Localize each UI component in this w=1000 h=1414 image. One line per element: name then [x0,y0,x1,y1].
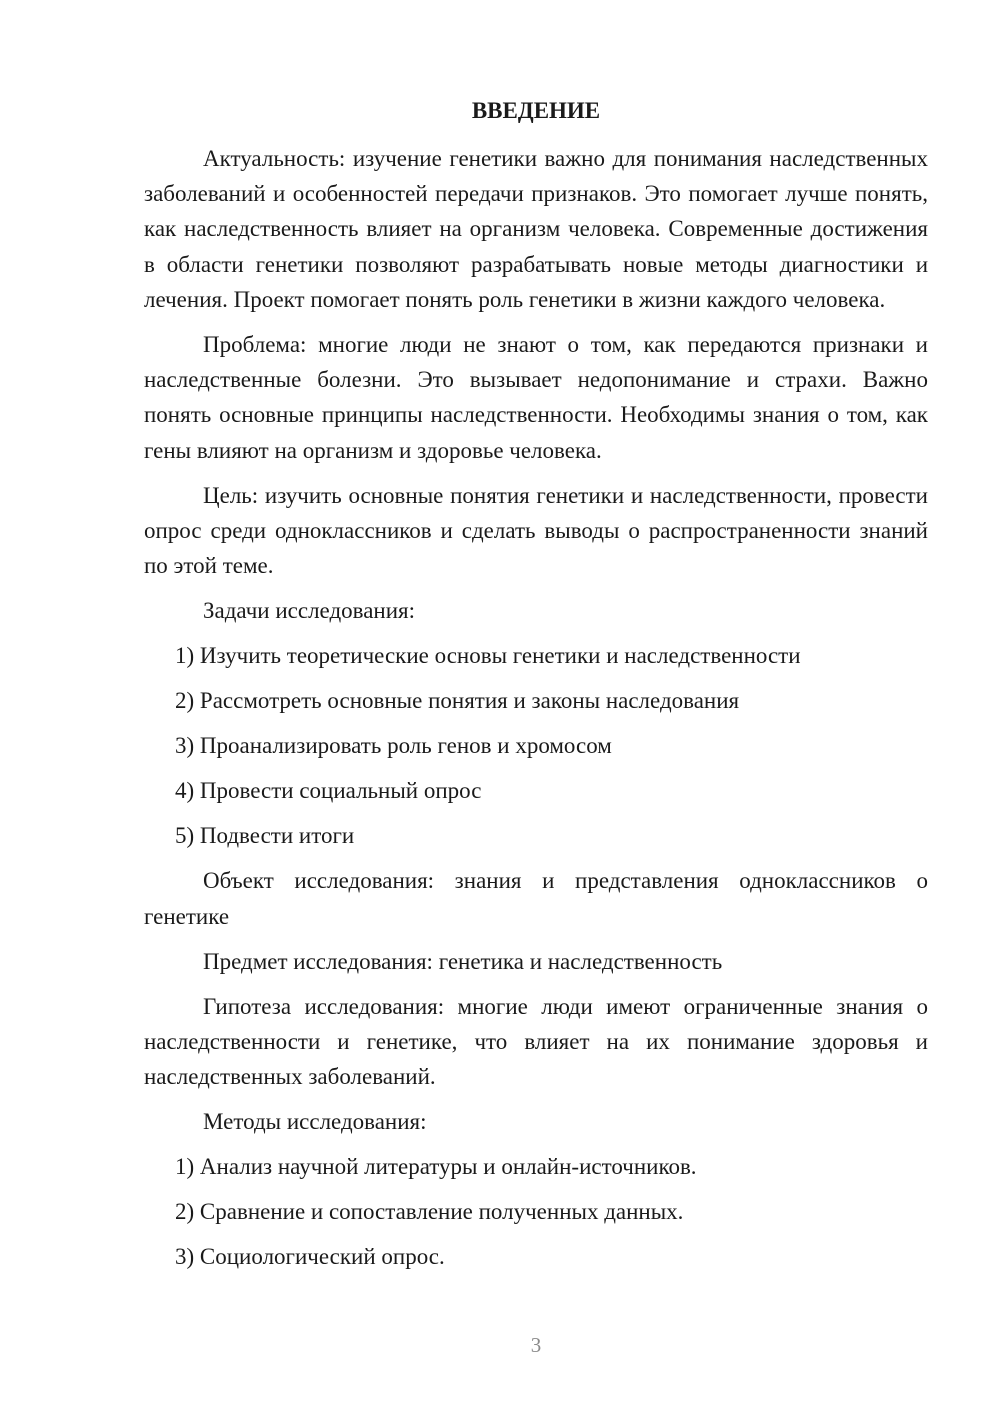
task-item: 3) Проанализировать роль генов и хромосом [175,733,612,759]
document-page [144,94,928,1284]
goal-paragraph: Цель: изучить основные понятия генетики и наследственности, провести опрос среди одноклассников и сделать выводы о распространенности знаний по этой теме. [144,482,928,579]
task-item: 5) Подвести итоги [175,823,355,849]
subject-paragraph: Предмет исследования: генетика и наследственность [203,948,723,974]
method-item: 2) Сравнение и сопоставление полученных данных. [175,1199,684,1225]
hypothesis-paragraph: Гипотеза исследования: многие люди имеют ограниченные знания о наследственности и генетике, что влияет на их понимание здоровья и наследственных заболеваний. [144,993,928,1090]
task-item: 2) Рассмотреть основные понятия и законы наследования [175,688,740,714]
problem-paragraph: Проблема: многие люди не знают о том, как передаются признаки и наследственные болезни. Это вызывает недопонимание и страхи. Важно понять основные принципы наследственности. Необходимы знания о том, как гены влияют на организм и здоровье человека. [144,332,928,463]
task-item: 1) Изучить теоретические основы генетики и наследственности [175,643,801,669]
page-number: 3 [530,1333,542,1357]
object-paragraph: Объект исследования: знания и представления одноклассников о генетике [144,868,928,929]
methods-title: Методы исследования: [203,1109,427,1135]
method-item: 3) Социологический опрос. [175,1244,445,1270]
page-title: ВВЕДЕНИЕ [471,98,601,123]
method-item: 1) Анализ научной литературы и онлайн-источников. [175,1154,697,1180]
tasks-title: Задачи исследования: [203,598,416,624]
relevance-paragraph: Актуальность: изучение генетики важно для понимания наследственных заболеваний и особенностей передачи признаков. Это помогает лучше понять, как наследственность влияет на организм человека. Современные достижения в области генетики позволяют разрабатывать новые методы диагностики и лечения. Проект помогает понять роль генетики в жизни каждого человека. [144,146,928,312]
task-item: 4) Провести социальный опрос [175,778,482,804]
